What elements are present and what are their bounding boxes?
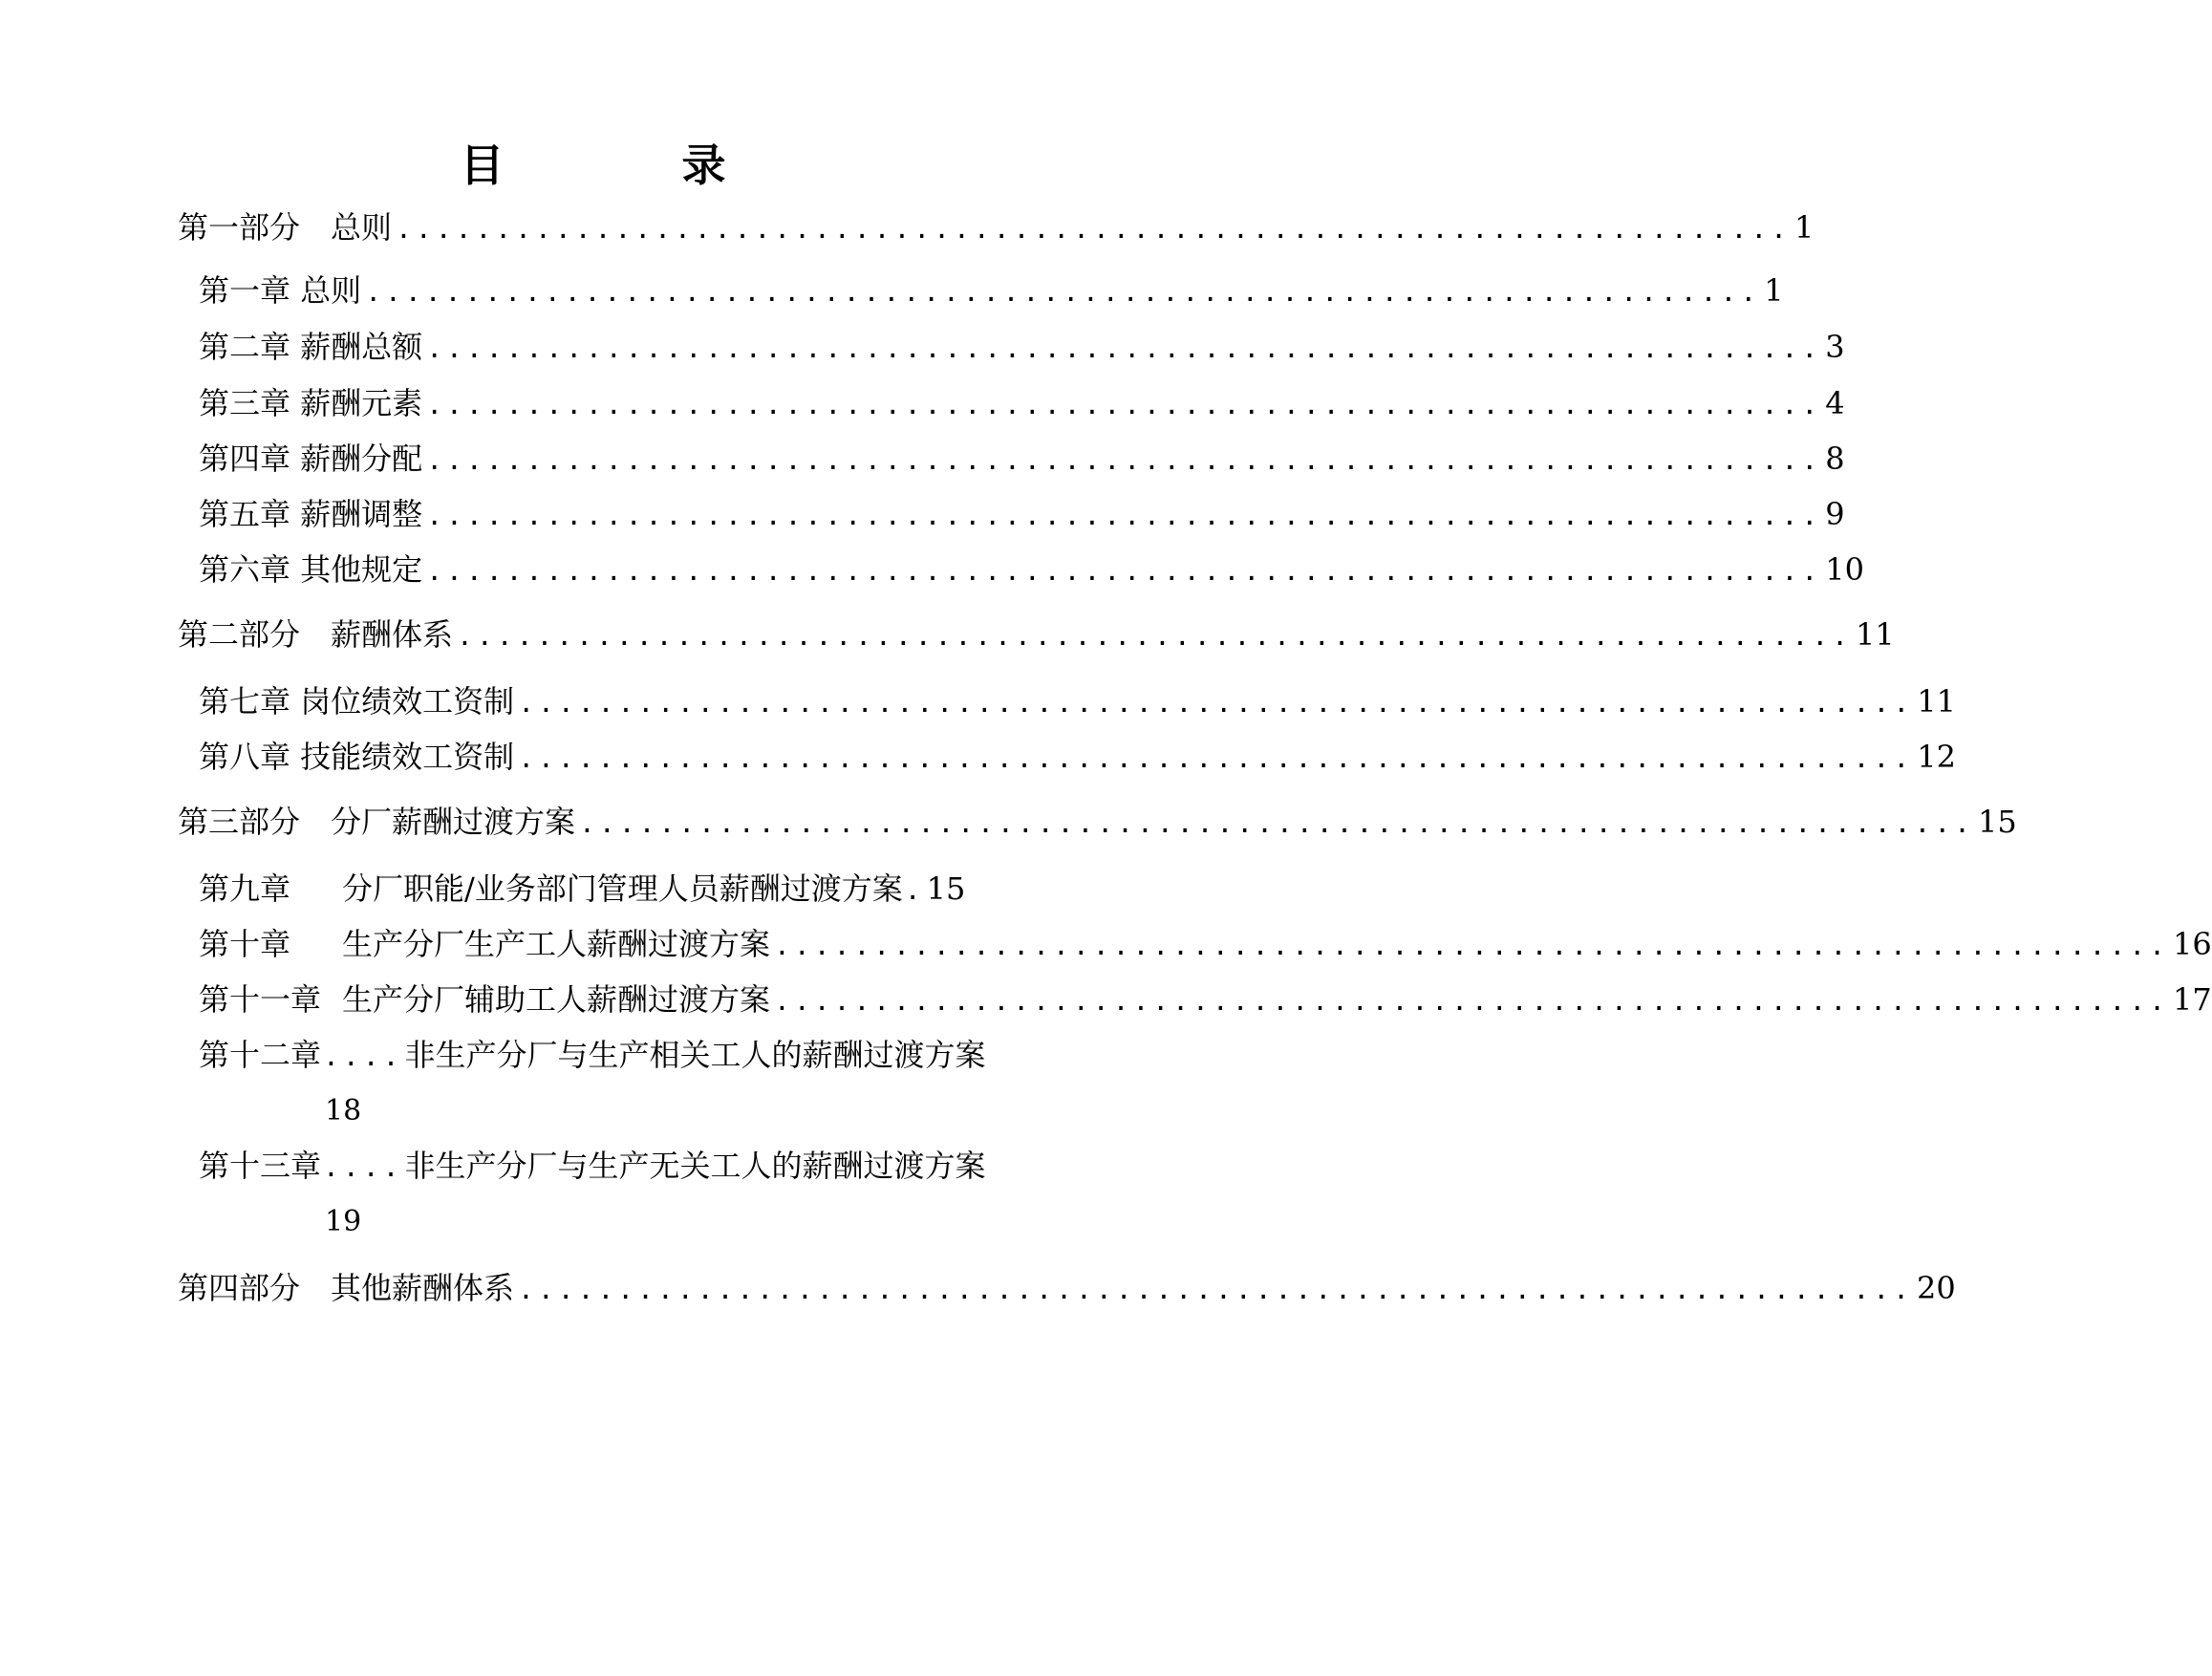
toc-page-number-wrapped: 18 bbox=[325, 1094, 362, 1128]
toc-entry-label: 第七章 岗位绩效工资制 bbox=[199, 683, 515, 720]
toc-entry-chapter-1[interactable] bbox=[199, 272, 1784, 309]
toc-entry-label: 非生产分厂与生产无关工人的薪酬过渡方案 bbox=[404, 1148, 986, 1184]
toc-page-number: 15 bbox=[1978, 804, 2017, 840]
toc-page-number: 4 bbox=[1825, 385, 1845, 421]
toc-entry-label: 生产分厂生产工人薪酬过渡方案 bbox=[342, 926, 771, 962]
toc-entry-chapter-13[interactable] bbox=[199, 1148, 1001, 1184]
dot-leader: ...................................................................... bbox=[426, 555, 1822, 587]
dot-leader: ...................................................................... bbox=[518, 1274, 1914, 1305]
dot-leader: . bbox=[904, 874, 925, 906]
toc-page-number: 12 bbox=[1917, 739, 1956, 775]
dot-leader: ...................................................................... bbox=[518, 687, 1914, 719]
toc-page-number: 9 bbox=[1825, 496, 1845, 532]
dot-leader: .... bbox=[323, 1151, 403, 1183]
dot-leader: ...................................................................... bbox=[774, 985, 2170, 1017]
toc-entry-label: 生产分厂辅助工人薪酬过渡方案 bbox=[342, 981, 771, 1018]
toc-entry-label: 非生产分厂与生产相关工人的薪酬过渡方案 bbox=[404, 1037, 986, 1073]
toc-entry-chapter-11[interactable] bbox=[199, 981, 2212, 1018]
toc-entry-label: 第二部分 薪酬体系 bbox=[178, 616, 454, 653]
toc-entry-chapter-5[interactable] bbox=[199, 496, 1845, 532]
toc-entry-label: 第六章 其他规定 bbox=[199, 551, 423, 588]
toc-entry-chapter-7[interactable] bbox=[199, 683, 1956, 720]
toc-page-number: 17 bbox=[2173, 981, 2212, 1018]
toc-entry-label: 第四部分 其他薪酬体系 bbox=[178, 1270, 515, 1306]
toc-page-number: 3 bbox=[1825, 329, 1845, 365]
toc-entry-label: 分厂职能/业务部门管理人员薪酬过渡方案 bbox=[342, 870, 903, 907]
dot-leader: ...................................................................... bbox=[518, 742, 1914, 774]
toc-entry-label: 第五章 薪酬调整 bbox=[199, 496, 423, 532]
toc-entry-label: 第四章 薪酬分配 bbox=[199, 440, 423, 477]
toc-page-number: 20 bbox=[1917, 1270, 1956, 1306]
toc-page-number: 11 bbox=[1856, 616, 1895, 653]
toc-entry-label: 第二章 薪酬总额 bbox=[199, 329, 423, 365]
toc-entry-label: 第三部分 分厂薪酬过渡方案 bbox=[178, 804, 576, 840]
toc-entry-part-1[interactable] bbox=[178, 209, 1815, 246]
dot-leader: ...................................................................... bbox=[396, 213, 1792, 245]
toc-page-number: 1 bbox=[1764, 272, 1784, 309]
toc-page-number-wrapped: 19 bbox=[325, 1205, 362, 1238]
toc-title: 目 录 bbox=[460, 140, 793, 191]
toc-entry-chapter-9[interactable] bbox=[199, 870, 1001, 907]
toc-page-number: 16 bbox=[2173, 926, 2212, 962]
dot-leader: ...................................................................... bbox=[426, 444, 1822, 476]
toc-entry-label: 第三章 薪酬元素 bbox=[199, 385, 423, 421]
toc-entry-part-4[interactable] bbox=[178, 1270, 1956, 1306]
toc-page-number: 11 bbox=[1917, 683, 1956, 720]
dot-leader: ...................................................................... bbox=[426, 333, 1822, 364]
toc-entry-label: 第一章 总则 bbox=[199, 272, 362, 309]
toc-entry-chapter-2[interactable] bbox=[199, 329, 1845, 365]
toc-entry-chapter-3[interactable] bbox=[199, 385, 1845, 421]
toc-entry-number: 第十三章 bbox=[199, 1148, 322, 1184]
toc-page-number: 8 bbox=[1825, 440, 1845, 477]
dot-leader: ...................................................................... bbox=[774, 930, 2170, 961]
toc-entry-chapter-12[interactable] bbox=[199, 1037, 1001, 1073]
toc-entry-part-2[interactable] bbox=[178, 616, 1895, 653]
toc-entry-number: 第十章 bbox=[199, 926, 291, 962]
toc-entry-label: 第八章 技能绩效工资制 bbox=[199, 739, 515, 775]
toc-entry-chapter-8[interactable] bbox=[199, 739, 1956, 775]
toc-entry-label: 第一部分 总则 bbox=[178, 209, 393, 246]
toc-page-number: 1 bbox=[1794, 209, 1815, 246]
toc-entry-number: 第十一章 bbox=[199, 981, 322, 1018]
toc-entry-number: 第九章 bbox=[199, 870, 291, 907]
toc-page-number: 10 bbox=[1825, 551, 1864, 588]
dot-leader: ...................................................................... bbox=[426, 500, 1822, 531]
dot-leader: ...................................................................... bbox=[365, 276, 1761, 308]
toc-entry-part-3[interactable] bbox=[178, 804, 2017, 840]
dot-leader: ...................................................................... bbox=[457, 620, 1853, 652]
toc-entry-chapter-4[interactable] bbox=[199, 440, 1845, 477]
dot-leader: ...................................................................... bbox=[426, 389, 1822, 420]
toc-entry-chapter-10[interactable] bbox=[199, 926, 2212, 962]
toc-entry-number: 第十二章 bbox=[199, 1037, 322, 1073]
toc-page-number: 15 bbox=[926, 870, 966, 907]
dot-leader: ...................................................................... bbox=[579, 807, 1975, 839]
toc-entry-chapter-6[interactable] bbox=[199, 551, 1864, 588]
dot-leader: .... bbox=[323, 1041, 403, 1072]
